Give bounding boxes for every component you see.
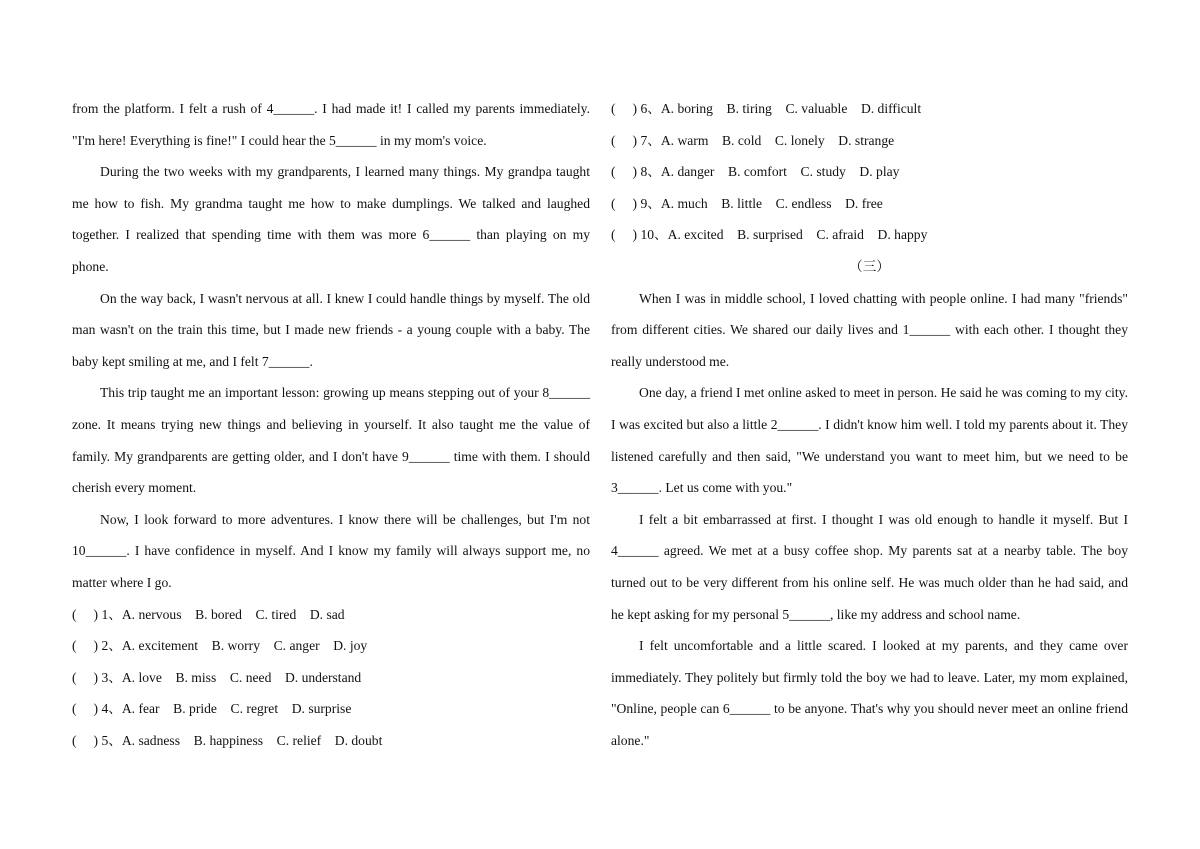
question-option-8: ( ) 8、A. danger B. comfort C. study D. play: [611, 164, 900, 180]
passage-paragraph: One day, a friend I met online asked to meet in person. He said he was coming to my city. I was excited but also a little 2______. I didn't know him well. I told my parents about it. They listened carefully and then said, "We understand you want to meet him, but we need to be 3______. Let us come with you.": [611, 385, 1128, 496]
question-option-6: ( ) 6、A. boring B. tiring C. valuable D. difficult: [611, 101, 922, 116]
right-column: [611, 93, 1128, 756]
question-option-7: ( ) 7、A. warm B. cold C. lonely D. strange: [611, 132, 895, 148]
question-option-4: ( ) 4、A. fear B. pride C. regret D. surprise: [72, 701, 352, 717]
left-column: [72, 93, 590, 756]
passage-paragraph: Now, I look forward to more adventures. I know there will be challenges, but I'm not 10______. I have confidence in myself. And I know my family will always support me, no matter where I go.: [72, 511, 590, 590]
question-option-5: ( ) 5、A. sadness B. happiness C. relief D. doubt: [72, 732, 383, 748]
passage-paragraph: This trip taught me an important lesson: growing up means stepping out of your 8______ zone. It means trying new things and believing in yourself. It also taught me the value of family. My grandparents are getting older, and I don't have 9______ time with them. I should cherish every moment.: [72, 385, 590, 496]
question-options: [72, 599, 590, 757]
question-option-3: ( ) 3、A. love B. miss C. need D. understand: [72, 669, 362, 685]
question-option-2: ( ) 2、A. excitement B. worry C. anger D. joy: [72, 638, 368, 654]
passage-paragraph: On the way back, I wasn't nervous at all. I knew I could handle things by myself. The old man wasn't on the train this time, but I made new friends - a young couple with a baby. The baby kept smiling at me, and I felt 7______.: [72, 290, 590, 369]
passage-paragraph: During the two weeks with my grandparents, I learned many things. My grandpa taught me how to fish. My grandma taught me how to make dumplings. We talked and laughed together. I realized that spending time with them was more 6______ than playing on my phone.: [72, 164, 590, 274]
question-options: [611, 93, 1128, 251]
passage-paragraph: When I was in middle school, I loved chatting with people online. I had many "friends" from different cities. We shared our daily lives and 1______ with each other. I thought they really understood me.: [611, 290, 1128, 369]
passage-paragraph: I felt a bit embarrassed at first. I thought I was old enough to handle it myself. But I 4______ agreed. We met at a busy coffee shop. My parents sat at a nearby table. The boy turned out to be very different from his online self. He was much older than he had said, and he kept asking for my personal 5______, like my address and school name.: [611, 511, 1128, 622]
passage-paragraph: I felt uncomfortable and a little scared. I looked at my parents, and they came over immediately. They politely but firmly told the boy we had to leave. Later, my mom explained, "Online, people can 6______ to be anyone. That's why you should never meet an online friend alone.": [611, 638, 1128, 748]
section-heading: （三）: [849, 258, 890, 274]
passage-paragraph: from the platform. I felt a rush of 4______. I had made it! I called my parents immediately. "I'm here! Everything is fine!" I could hear the 5______ in my mom's voice.: [72, 101, 590, 148]
question-option-1: ( ) 1、A. nervous B. bored C. tired D. sad: [72, 606, 345, 622]
question-option-9: ( ) 9、A. much B. little C. endless D. free: [611, 195, 883, 211]
question-option-10: ( ) 10、A. excited B. surprised C. afraid D. happy: [611, 227, 928, 243]
